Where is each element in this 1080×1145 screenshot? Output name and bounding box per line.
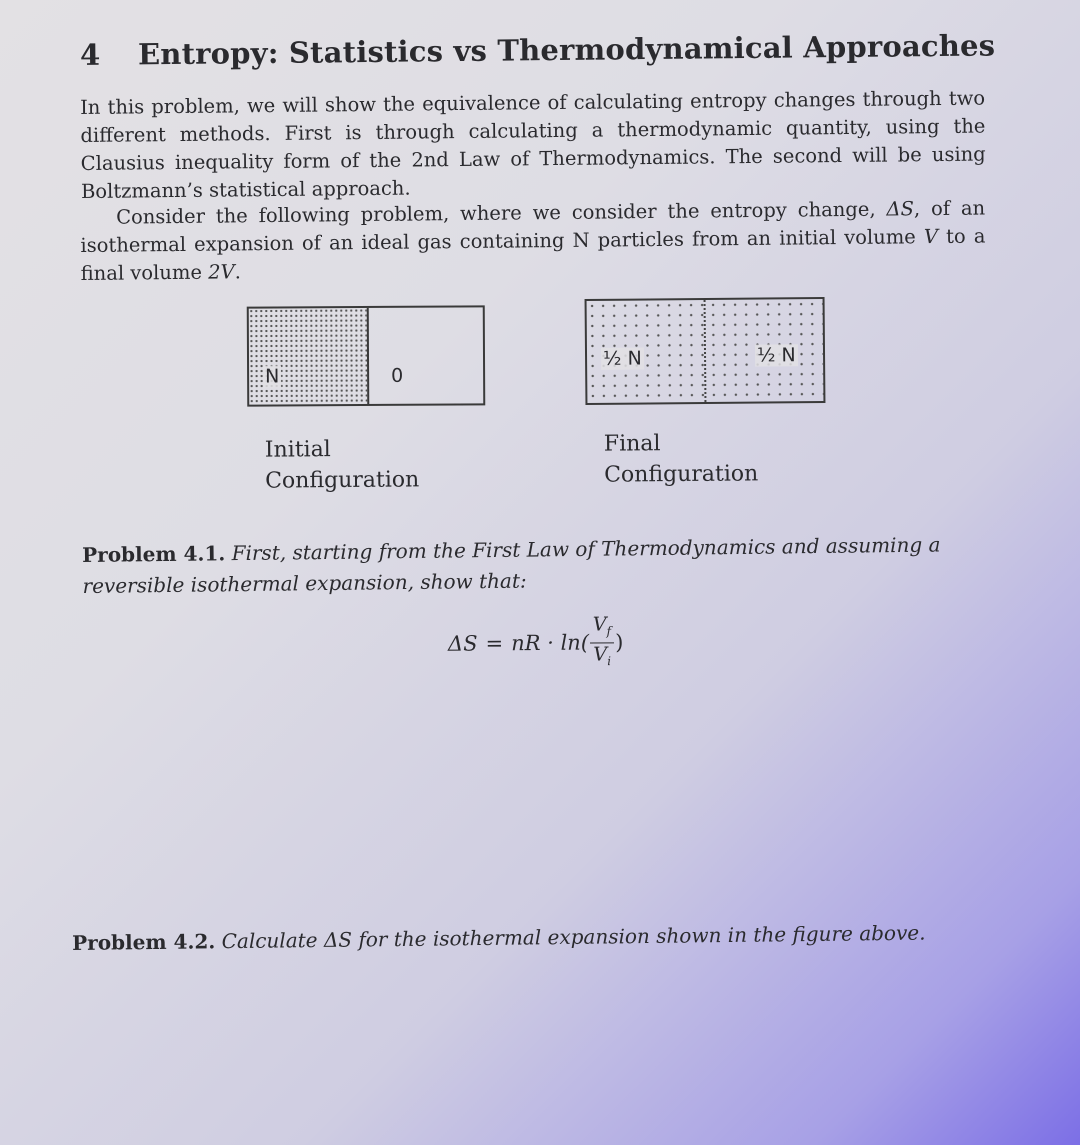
- problem-4-1: [82, 529, 1003, 602]
- problem-4-2-text-after: for the isothermal expansion shown in the figure above.: [351, 920, 926, 952]
- initial-empty-half: [369, 307, 484, 404]
- initial-left-label: N: [265, 365, 280, 388]
- final-right-label: ½ N: [756, 344, 796, 367]
- numerator-symbol: V: [592, 613, 607, 636]
- delta-s-symbol: ΔS: [886, 197, 915, 221]
- fraction-denominator: [593, 643, 611, 672]
- initial-caption-line1: Initial: [264, 437, 331, 463]
- final-caption: [604, 427, 759, 490]
- denominator-subscript: i: [607, 653, 612, 668]
- section-heading: [80, 28, 1040, 72]
- problem-4-2-text-before: Calculate: [221, 927, 325, 954]
- problem-4-1-label: Problem 4.1.: [82, 541, 226, 567]
- initial-configuration-box: [247, 305, 486, 406]
- problem-4-1-text: First, starting from the First Law of Thermodynamics and assuming a reversible isothermal expansion, show that:: [82, 532, 941, 598]
- equation-rhs-suffix: ): [615, 630, 624, 655]
- p2-text-middle: , of an isothermal expansion of an ideal gas containing N particles from an initial volume: [80, 196, 986, 257]
- final-left-label: ½ N: [602, 347, 642, 370]
- final-configuration-box: [585, 297, 826, 405]
- problem-4-2: [72, 917, 992, 959]
- fraction-numerator: [590, 613, 614, 643]
- initial-caption: [265, 433, 420, 496]
- p2-text-end: .: [234, 260, 241, 284]
- section-number: 4: [79, 37, 101, 72]
- denominator-symbol: V: [593, 643, 608, 666]
- initial-filled-half: [249, 308, 370, 405]
- final-dotted-divider: [704, 300, 707, 402]
- volume-ratio-fraction: [590, 613, 615, 672]
- p2-text-after: to a final volume: [80, 224, 986, 285]
- section-title-text: Entropy: Statistics vs Thermodynamical Approaches: [137, 28, 996, 72]
- p2-text-before: Consider the following problem, where we consider the entropy change,: [116, 197, 887, 229]
- problem-4-2-delta-s: ΔS: [323, 927, 353, 952]
- intro-paragraph-1: In this problem, we will show the equivalence of calculating entropy changes through two different methods. First is through calculating a thermodynamic quantity, using the Clausius inequality form of the 2nd Law of Thermodynamics. The second will be using Boltzmann’s statistical approach.: [80, 86, 986, 203]
- intro-paragraph-2: [80, 195, 986, 288]
- final-caption-line1: Final: [603, 431, 661, 457]
- numerator-subscript: f: [606, 624, 612, 639]
- final-volume-symbol: 2V: [208, 260, 235, 284]
- problem-4-2-label: Problem 4.2.: [72, 929, 216, 955]
- equation-lhs: ΔS: [447, 631, 478, 657]
- initial-right-label: 0: [391, 364, 404, 387]
- equation-rhs-prefix: nR · ln(: [511, 630, 590, 656]
- initial-caption-line2: Configuration: [265, 467, 420, 494]
- initial-volume-symbol: V: [923, 225, 939, 249]
- entropy-equation: [448, 613, 624, 673]
- final-caption-line2: Configuration: [604, 461, 759, 488]
- equation-equals: =: [485, 631, 504, 656]
